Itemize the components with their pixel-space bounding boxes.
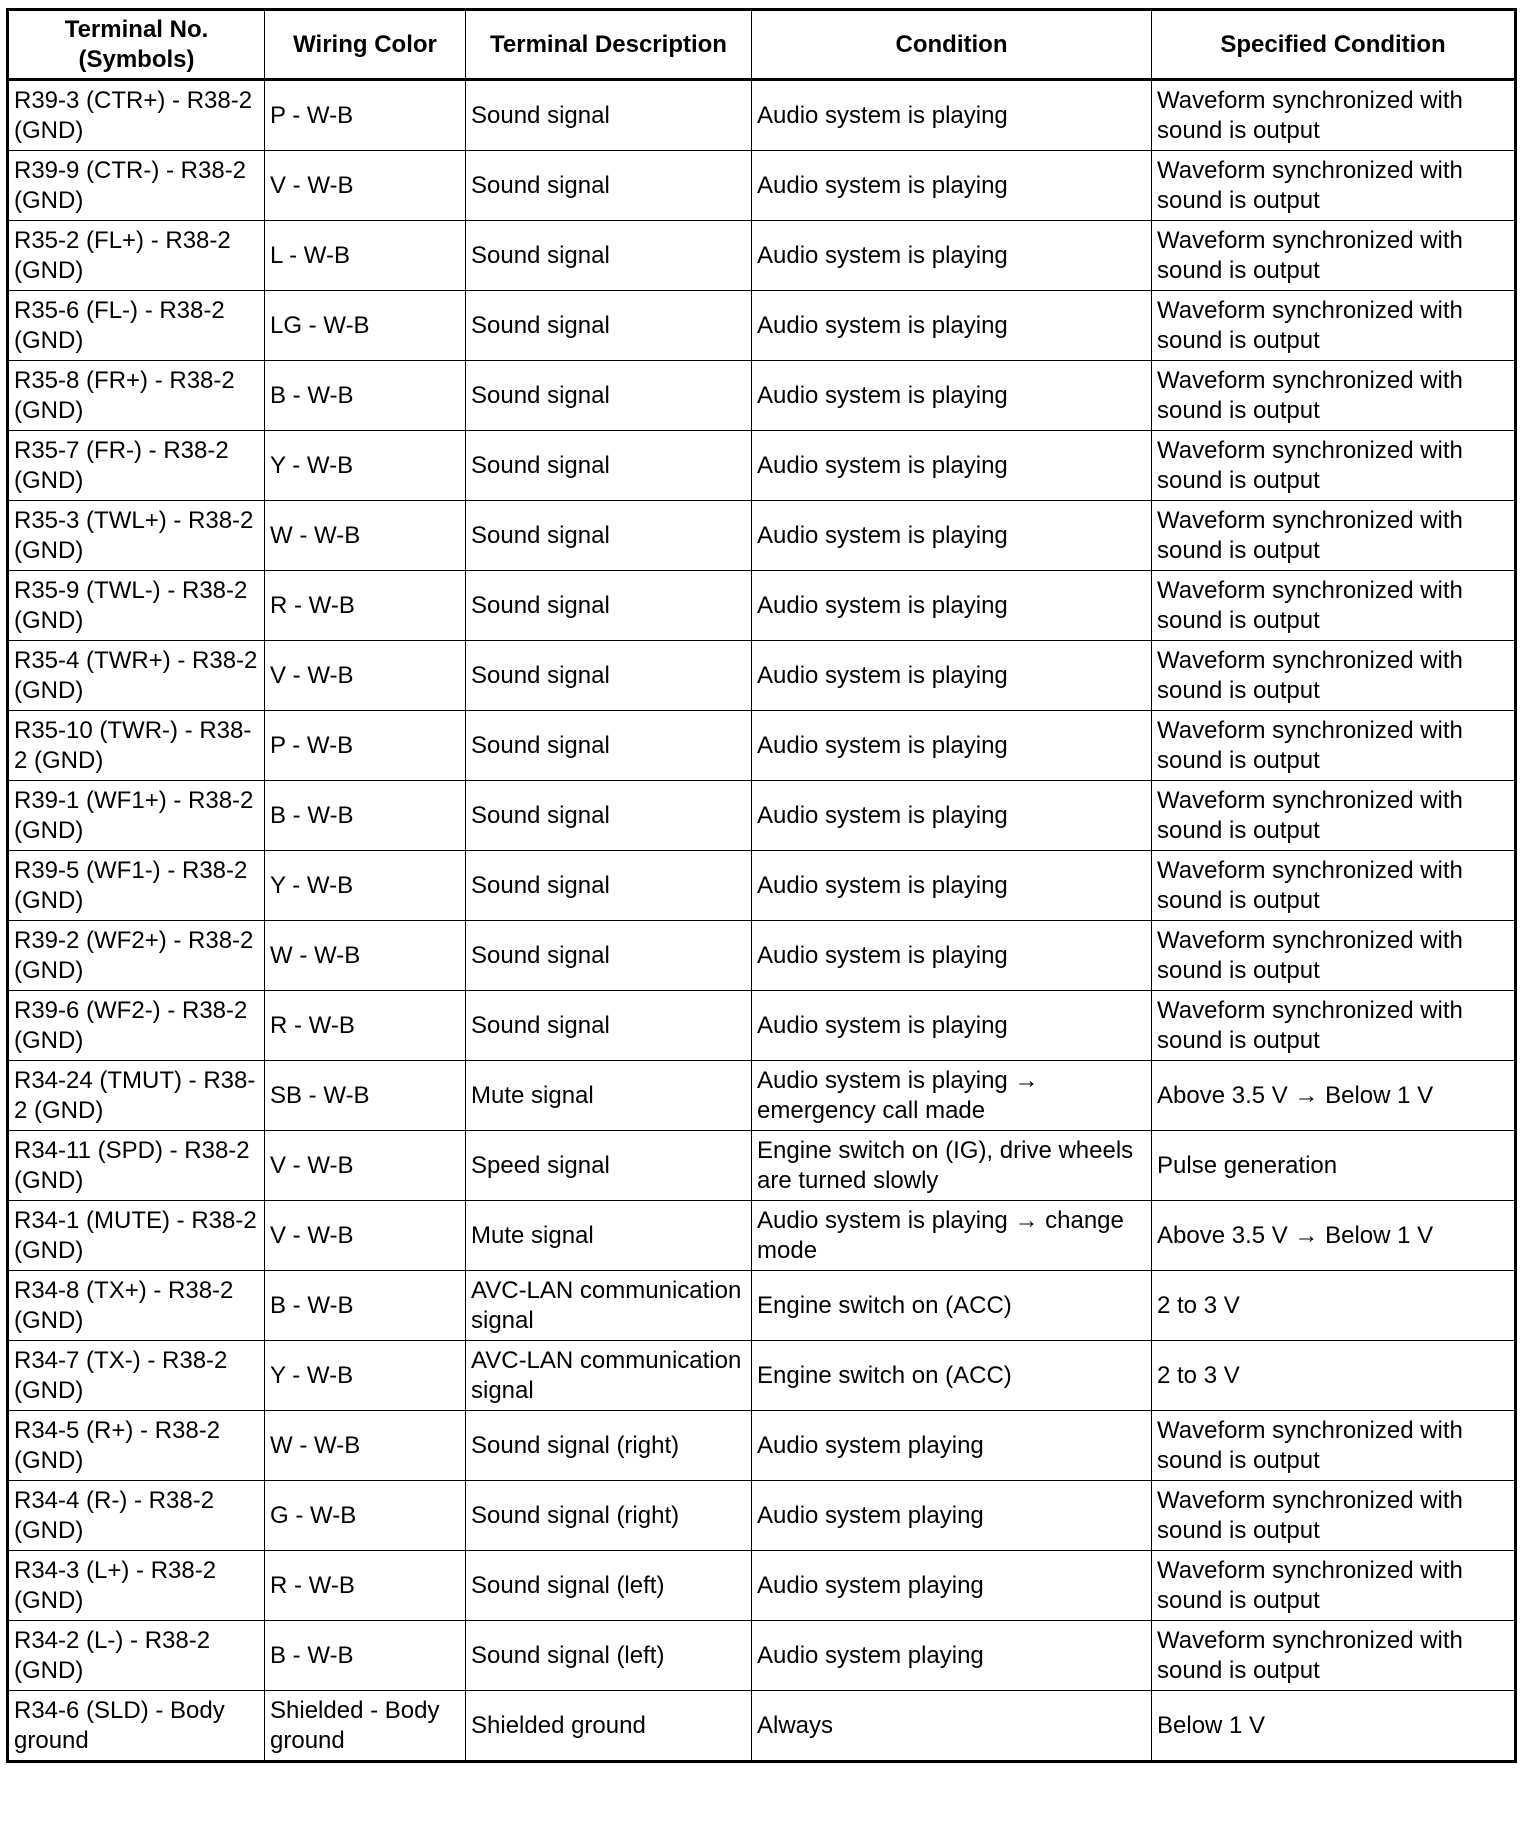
cell-terminal-description: Sound signal [466, 501, 752, 571]
header-terminal-no: Terminal No. (Symbols) [8, 10, 265, 80]
cell-terminal-description: Sound signal [466, 431, 752, 501]
cell-condition: Audio system playing [752, 1551, 1152, 1621]
cell-terminal-description: Sound signal [466, 641, 752, 711]
cell-specified-condition: Above 3.5 V → Below 1 V [1152, 1061, 1516, 1131]
cell-terminal-description: Sound signal (left) [466, 1621, 752, 1691]
table-row [8, 711, 1516, 781]
table-row [8, 921, 1516, 991]
cell-specified-condition: Waveform synchronized with sound is output [1152, 1621, 1516, 1691]
cell-terminal-no: R35-6 (FL-) - R38-2 (GND) [8, 291, 265, 361]
cell-condition: Audio system is playing [752, 571, 1152, 641]
cell-specified-condition: Waveform synchronized with sound is output [1152, 291, 1516, 361]
cell-condition: Audio system playing [752, 1621, 1152, 1691]
cell-condition: Audio system is playing [752, 151, 1152, 221]
cell-wiring-color: V - W-B [265, 151, 466, 221]
table-row [8, 1481, 1516, 1551]
cell-wiring-color: R - W-B [265, 991, 466, 1061]
cell-wiring-color: Y - W-B [265, 1341, 466, 1411]
cell-terminal-no: R39-2 (WF2+) - R38-2 (GND) [8, 921, 265, 991]
cell-terminal-no: R35-3 (TWL+) - R38-2 (GND) [8, 501, 265, 571]
cell-terminal-description: Sound signal [466, 151, 752, 221]
cell-wiring-color: Y - W-B [265, 431, 466, 501]
cell-terminal-no: R39-1 (WF1+) - R38-2 (GND) [8, 781, 265, 851]
cell-terminal-description: Speed signal [466, 1131, 752, 1201]
cell-wiring-color: G - W-B [265, 1481, 466, 1551]
table-row [8, 1691, 1516, 1762]
cell-terminal-description: Sound signal (right) [466, 1481, 752, 1551]
cell-condition: Audio system is playing → emergency call made [752, 1061, 1152, 1131]
table-row [8, 1061, 1516, 1131]
cell-terminal-description: Sound signal [466, 921, 752, 991]
cell-specified-condition: Waveform synchronized with sound is output [1152, 711, 1516, 781]
table-row [8, 571, 1516, 641]
cell-wiring-color: R - W-B [265, 571, 466, 641]
cell-specified-condition: Pulse generation [1152, 1131, 1516, 1201]
table-row [8, 991, 1516, 1061]
cell-terminal-description: Mute signal [466, 1061, 752, 1131]
cell-terminal-description: Sound signal [466, 80, 752, 151]
cell-condition: Audio system is playing [752, 501, 1152, 571]
header-terminal-description: Terminal Description [466, 10, 752, 80]
cell-wiring-color: Shielded - Body ground [265, 1691, 466, 1762]
cell-condition: Audio system playing [752, 1411, 1152, 1481]
cell-terminal-no: R35-7 (FR-) - R38-2 (GND) [8, 431, 265, 501]
cell-wiring-color: V - W-B [265, 1131, 466, 1201]
cell-condition: Audio system is playing [752, 991, 1152, 1061]
table-row [8, 80, 1516, 151]
cell-terminal-no: R34-1 (MUTE) - R38-2 (GND) [8, 1201, 265, 1271]
table-row [8, 781, 1516, 851]
table-row [8, 1131, 1516, 1201]
cell-terminal-no: R35-2 (FL+) - R38-2 (GND) [8, 221, 265, 291]
cell-condition: Audio system is playing [752, 711, 1152, 781]
cell-condition: Audio system is playing [752, 921, 1152, 991]
cell-specified-condition: Waveform synchronized with sound is output [1152, 361, 1516, 431]
cell-wiring-color: W - W-B [265, 501, 466, 571]
cell-specified-condition: 2 to 3 V [1152, 1341, 1516, 1411]
cell-wiring-color: B - W-B [265, 361, 466, 431]
cell-terminal-description: Sound signal [466, 781, 752, 851]
cell-specified-condition: Waveform synchronized with sound is output [1152, 80, 1516, 151]
cell-terminal-description: Sound signal [466, 711, 752, 781]
cell-terminal-no: R34-5 (R+) - R38-2 (GND) [8, 1411, 265, 1481]
terminal-spec-table [6, 8, 1517, 1763]
cell-terminal-no: R34-24 (TMUT) - R38-2 (GND) [8, 1061, 265, 1131]
cell-condition: Always [752, 1691, 1152, 1762]
header-row [8, 10, 1516, 80]
cell-condition: Audio system is playing [752, 291, 1152, 361]
cell-condition: Audio system playing [752, 1481, 1152, 1551]
cell-terminal-description: AVC-LAN communication signal [466, 1341, 752, 1411]
cell-wiring-color: LG - W-B [265, 291, 466, 361]
header-condition: Condition [752, 10, 1152, 80]
cell-condition: Audio system is playing [752, 431, 1152, 501]
cell-condition: Audio system is playing [752, 851, 1152, 921]
cell-specified-condition: 2 to 3 V [1152, 1271, 1516, 1341]
cell-wiring-color: V - W-B [265, 1201, 466, 1271]
cell-wiring-color: B - W-B [265, 781, 466, 851]
table-row [8, 1341, 1516, 1411]
cell-wiring-color: R - W-B [265, 1551, 466, 1621]
cell-terminal-description: Sound signal [466, 571, 752, 641]
cell-wiring-color: V - W-B [265, 641, 466, 711]
cell-specified-condition: Waveform synchronized with sound is output [1152, 991, 1516, 1061]
cell-specified-condition: Waveform synchronized with sound is output [1152, 641, 1516, 711]
cell-terminal-description: Sound signal [466, 991, 752, 1061]
cell-terminal-description: Sound signal [466, 361, 752, 431]
cell-terminal-no: R35-10 (TWR-) - R38-2 (GND) [8, 711, 265, 781]
cell-wiring-color: B - W-B [265, 1621, 466, 1691]
table-body [8, 80, 1516, 1762]
cell-terminal-description: Sound signal (right) [466, 1411, 752, 1481]
cell-specified-condition: Below 1 V [1152, 1691, 1516, 1762]
cell-terminal-no: R34-4 (R-) - R38-2 (GND) [8, 1481, 265, 1551]
cell-specified-condition: Above 3.5 V → Below 1 V [1152, 1201, 1516, 1271]
table-row [8, 291, 1516, 361]
cell-wiring-color: B - W-B [265, 1271, 466, 1341]
cell-wiring-color: P - W-B [265, 80, 466, 151]
cell-terminal-no: R34-6 (SLD) - Body ground [8, 1691, 265, 1762]
header-specified-condition: Specified Condition [1152, 10, 1516, 80]
cell-condition: Engine switch on (ACC) [752, 1271, 1152, 1341]
cell-terminal-description: Mute signal [466, 1201, 752, 1271]
cell-specified-condition: Waveform synchronized with sound is output [1152, 1481, 1516, 1551]
cell-terminal-description: Sound signal [466, 851, 752, 921]
cell-specified-condition: Waveform synchronized with sound is output [1152, 1411, 1516, 1481]
cell-condition: Audio system is playing [752, 361, 1152, 431]
cell-specified-condition: Waveform synchronized with sound is output [1152, 431, 1516, 501]
cell-specified-condition: Waveform synchronized with sound is output [1152, 781, 1516, 851]
cell-terminal-no: R35-9 (TWL-) - R38-2 (GND) [8, 571, 265, 641]
header-wiring-color: Wiring Color [265, 10, 466, 80]
cell-specified-condition: Waveform synchronized with sound is output [1152, 571, 1516, 641]
cell-terminal-no: R34-7 (TX-) - R38-2 (GND) [8, 1341, 265, 1411]
cell-wiring-color: SB - W-B [265, 1061, 466, 1131]
cell-terminal-no: R39-9 (CTR-) - R38-2 (GND) [8, 151, 265, 221]
cell-terminal-no: R34-3 (L+) - R38-2 (GND) [8, 1551, 265, 1621]
cell-condition: Audio system is playing [752, 221, 1152, 291]
table-row [8, 151, 1516, 221]
table-row [8, 1551, 1516, 1621]
table-row [8, 851, 1516, 921]
cell-condition: Audio system is playing [752, 781, 1152, 851]
table-row [8, 431, 1516, 501]
table-row [8, 641, 1516, 711]
table-row [8, 1201, 1516, 1271]
table-row [8, 361, 1516, 431]
cell-specified-condition: Waveform synchronized with sound is output [1152, 221, 1516, 291]
cell-condition: Engine switch on (ACC) [752, 1341, 1152, 1411]
cell-wiring-color: W - W-B [265, 921, 466, 991]
cell-wiring-color: P - W-B [265, 711, 466, 781]
cell-condition: Engine switch on (IG), drive wheels are turned slowly [752, 1131, 1152, 1201]
cell-terminal-no: R39-5 (WF1-) - R38-2 (GND) [8, 851, 265, 921]
cell-specified-condition: Waveform synchronized with sound is output [1152, 501, 1516, 571]
cell-specified-condition: Waveform synchronized with sound is output [1152, 151, 1516, 221]
cell-terminal-description: Sound signal [466, 291, 752, 361]
cell-terminal-description: Sound signal (left) [466, 1551, 752, 1621]
cell-terminal-no: R35-8 (FR+) - R38-2 (GND) [8, 361, 265, 431]
cell-terminal-no: R39-6 (WF2-) - R38-2 (GND) [8, 991, 265, 1061]
table-row [8, 221, 1516, 291]
cell-terminal-description: AVC-LAN communication signal [466, 1271, 752, 1341]
cell-condition: Audio system is playing → change mode [752, 1201, 1152, 1271]
table-row [8, 501, 1516, 571]
table-row [8, 1271, 1516, 1341]
cell-wiring-color: Y - W-B [265, 851, 466, 921]
cell-terminal-no: R34-8 (TX+) - R38-2 (GND) [8, 1271, 265, 1341]
cell-wiring-color: W - W-B [265, 1411, 466, 1481]
cell-terminal-no: R39-3 (CTR+) - R38-2 (GND) [8, 80, 265, 151]
cell-condition: Audio system is playing [752, 80, 1152, 151]
table-row [8, 1411, 1516, 1481]
cell-terminal-no: R34-11 (SPD) - R38-2 (GND) [8, 1131, 265, 1201]
cell-specified-condition: Waveform synchronized with sound is output [1152, 921, 1516, 991]
cell-terminal-description: Shielded ground [466, 1691, 752, 1762]
cell-wiring-color: L - W-B [265, 221, 466, 291]
cell-terminal-description: Sound signal [466, 221, 752, 291]
cell-terminal-no: R35-4 (TWR+) - R38-2 (GND) [8, 641, 265, 711]
cell-condition: Audio system is playing [752, 641, 1152, 711]
cell-specified-condition: Waveform synchronized with sound is output [1152, 851, 1516, 921]
table-row [8, 1621, 1516, 1691]
cell-terminal-no: R34-2 (L-) - R38-2 (GND) [8, 1621, 265, 1691]
cell-specified-condition: Waveform synchronized with sound is output [1152, 1551, 1516, 1621]
